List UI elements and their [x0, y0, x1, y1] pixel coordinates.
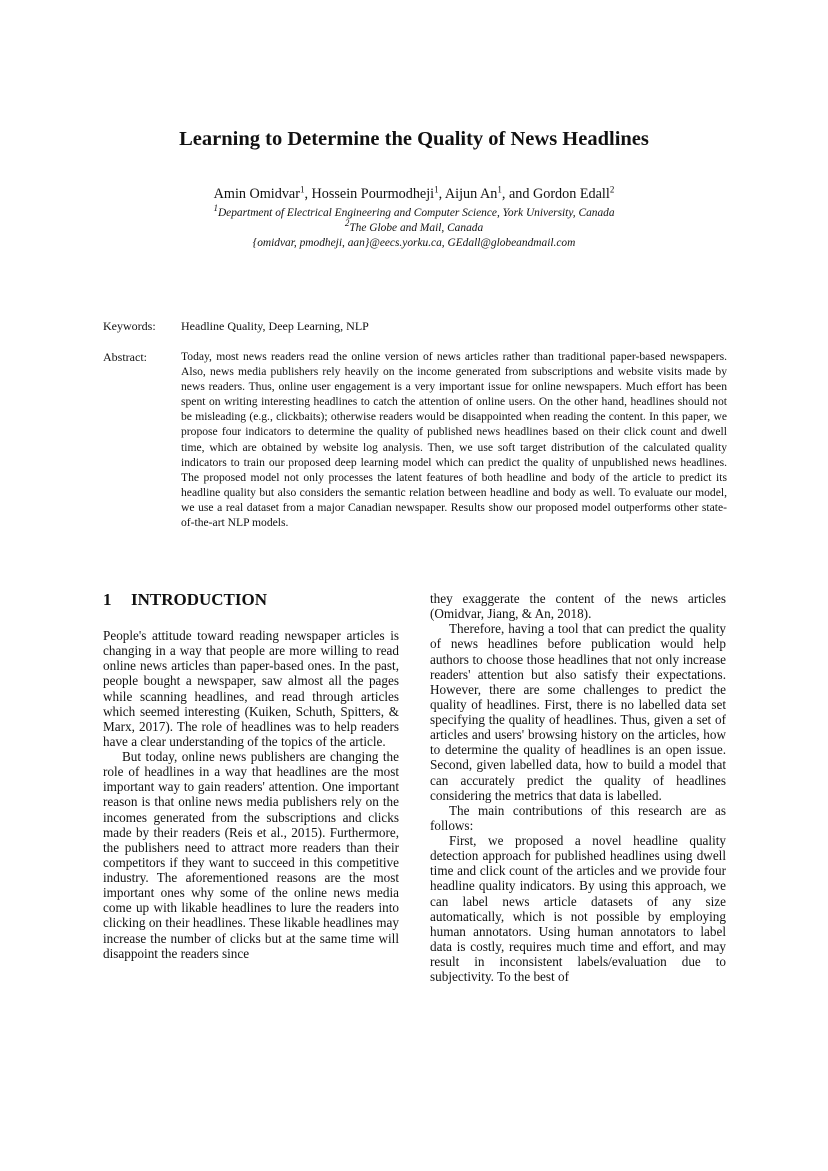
abstract-label: Abstract: — [103, 350, 147, 364]
author-separator: , — [304, 186, 312, 202]
body-paragraph: First, we proposed a novel headline quality detection approach for published headlines using dwell time and click count of the articles and we provide four headline quality indicators. By using this approach, we can label news article datasets of any size automatically, which is not possible by employing human annotators. Using human annotators to label data is costly, requires much time and effort, and may result in inconsistent labels/evaluation due to subjectivity. To the best of — [430, 833, 726, 985]
author-name: Hossein Pourmodheji — [311, 186, 435, 202]
author-name: Gordon Edall — [532, 186, 610, 202]
body-paragraph: The main contributions of this research are as follows: — [430, 802, 726, 833]
body-paragraph: People's attitude toward reading newspaper articles is changing in a way that people are more willing to read online news articles than paper-based ones. In the past, people bought a newspaper, saw almost all the pages while scanning headlines, and read through articles which seemed interesting (Kuiken, Schuth, Spitters, & Marx, 2017). The role of headlines was to help readers have a clear understanding of the topics of the article. — [103, 628, 399, 749]
author-emails: {omidvar, pmodheji, aan}@eecs.yorku.ca, GEdall@globeandmail.com — [252, 237, 576, 249]
author-list — [0, 186, 828, 203]
section-title: INTRODUCTION — [131, 590, 268, 609]
author-separator: , — [438, 186, 445, 202]
abstract-text: Today, most news readers read the online version of news articles rather than traditional paper-based newspapers. Also, news media publishers rely heavily on the income generated from subscriptions and website visits made by news readers. Thus, online user engagement is a very important issue for online newspapers. Much effort has been spent on writing interesting headlines to catch the attention of online users. On the other hand, headlines should not be misleading (e.g., clickbaits); otherwise readers would be disappointed when reading the content. In this paper, we propose four indicators to determine the quality of published news headlines based on their click count and dwell time, which are obtained by website log analysis. Then, we use soft target distribution of the calculated quality indicators to train our proposed deep learning model which can predict the quality of unpublished news headlines. The proposed model not only processes the latent features of both headline and body of the article to predict its headline quality but also considers the semantic relation between headline and body as well. To evaluate our model, we use a real dataset from a major Canadian newspaper. Results show our proposed model outperforms other state-of-the-art NLP models. — [181, 350, 727, 530]
right-column — [430, 591, 726, 984]
affiliation-line — [0, 218, 828, 234]
section-number: 1 — [103, 590, 112, 609]
author-affiliation-mark: 1 — [299, 184, 305, 195]
keywords-label: Keywords: — [103, 319, 156, 333]
paper-title: Learning to Determine the Quality of News Headlines — [179, 128, 649, 150]
author-affiliation-mark: 1 — [434, 184, 439, 195]
affiliation-mark: 1 — [213, 203, 218, 214]
body-paragraph: they exaggerate the content of the news articles (Omidvar, Jiang, & An, 2018). — [430, 591, 726, 622]
author-name: Aijun An — [444, 186, 498, 202]
affiliation-mark: 2 — [344, 218, 350, 229]
affiliation-line — [0, 203, 828, 219]
body-paragraph: But today, online news publishers are changing the role of headlines in a way that headlines are the most important way to gain readers' attention. One important reason is that online news media publishers rely on the incomes generated from the subscriptions and clicks made by their readers (Reis et al., 2015). Furthermore, the publishers need to attract more readers than their competitors if they want to succeed in this competitive industry. The aforementioned reasons are the most important ones why some of the online news media come up with likable headlines to lure the readers into clicking on their headlines. These likable headlines may increase the number of clicks but at the same time will disappoint the readers since — [103, 749, 399, 961]
author-affiliation-mark: 2 — [609, 184, 615, 195]
section-heading — [103, 590, 267, 610]
body-paragraph: Therefore, having a tool that can predict the quality of news headlines before publication would help authors to choose those headlines that not only increase readers' attention but also satisfy their expectations. However, there are some challenges to predict the quality of headlines. First, there is no labelled data set specifying the quality of headlines. Thus, given a set of articles and users' browsing history on the articles, how to determine the quality of headlines is an open issue. Second, given labelled data, how to build a model that can accurately predict the quality of headlines considering the metrics that data is labelled. — [430, 621, 726, 803]
keywords-value: Headline Quality, Deep Learning, NLP — [181, 319, 369, 333]
affiliation-text: Department of Electrical Engineering and Computer Science, York University, Canada — [217, 207, 615, 219]
affiliation-text: The Globe and Mail, Canada — [349, 222, 484, 234]
author-name: Amin Omidvar — [213, 186, 300, 202]
author-separator: , and — [501, 186, 533, 202]
left-column — [103, 628, 399, 961]
author-affiliation-mark: 1 — [497, 184, 502, 195]
